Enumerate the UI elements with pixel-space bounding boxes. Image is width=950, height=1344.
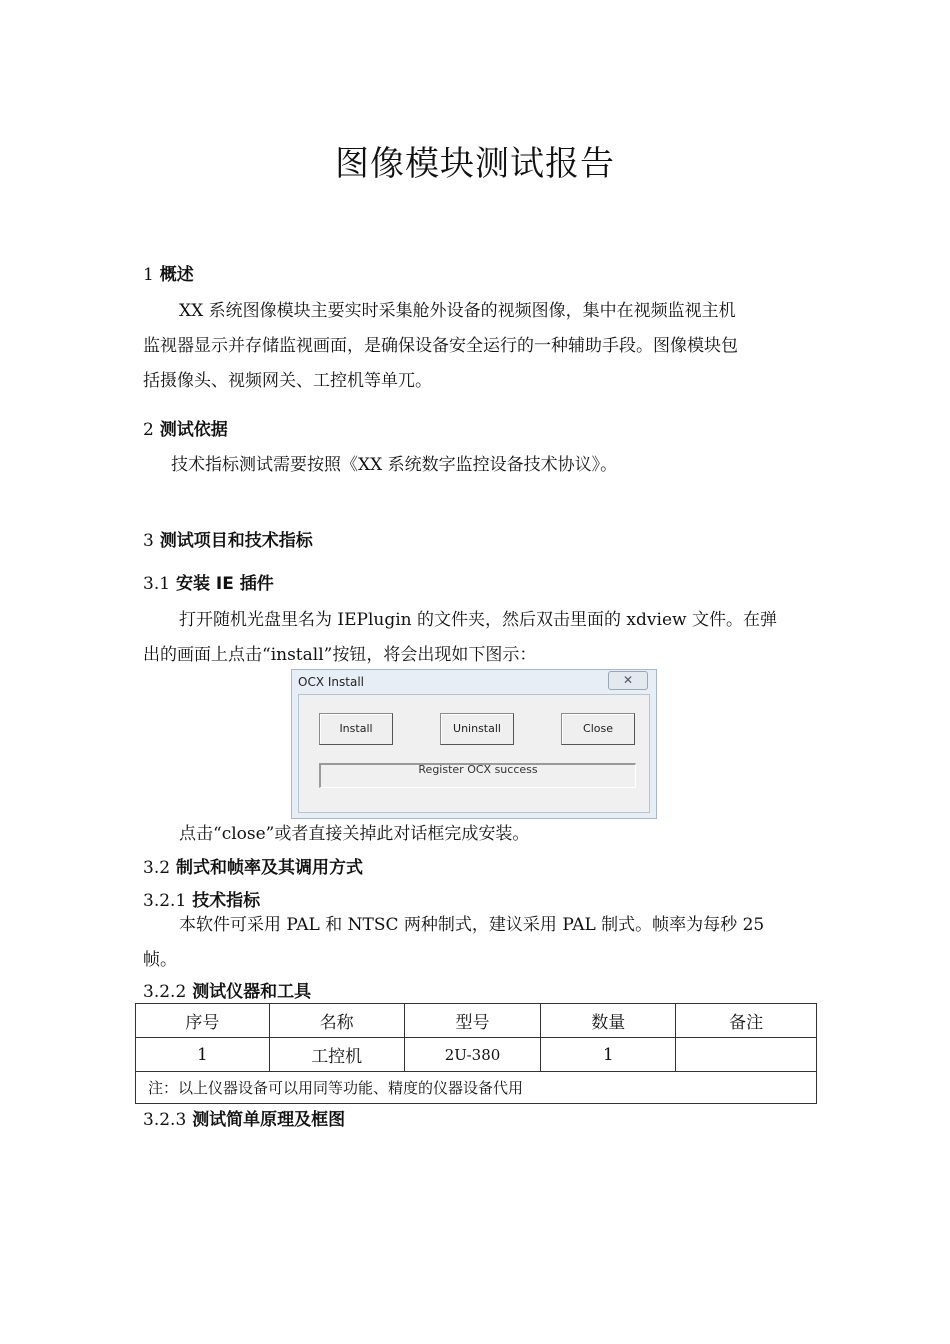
table-header-cell: 数量 <box>541 1004 676 1038</box>
section-3-heading: 3 测试项目和技术指标 <box>143 531 313 551</box>
dialog-close-icon[interactable]: ✕ <box>608 671 648 690</box>
section-3-1-body: 打开随机光盘里名为 IEPlugin 的文件夹，然后双击里面的 xdview 文件。在弹 出的画面上点击“install”按钮，将会出现如下图示： <box>143 610 777 665</box>
tools-table <box>135 1003 817 1104</box>
table-cell <box>676 1038 817 1072</box>
table-header-cell: 型号 <box>404 1004 541 1038</box>
status-field: Register OCX success <box>319 763 636 788</box>
table-note: 注：以上仪器设备可以用同等功能、精度的仪器设备代用 <box>136 1072 817 1104</box>
table-row <box>136 1038 817 1072</box>
table-note-row <box>136 1072 817 1104</box>
section-3-2-3-heading: 3.2.3 测试简单原理及框图 <box>143 1110 346 1130</box>
section-2-heading: 2 测试依据 <box>143 420 228 440</box>
table-cell: 工控机 <box>269 1038 404 1072</box>
table-cell: 1 <box>136 1038 270 1072</box>
table-header-cell: 名称 <box>269 1004 404 1038</box>
table-header-cell: 序号 <box>136 1004 270 1038</box>
section-1-heading: 1 概述 <box>143 265 194 285</box>
table-cell: 1 <box>541 1038 676 1072</box>
section-3-2-1-body: 本软件可采用 PAL 和 NTSC 两种制式，建议采用 PAL 制式。帧率为每秒 25 帧。 <box>143 915 765 970</box>
dialog-title: OCX Install <box>298 675 364 689</box>
close-button[interactable]: Close <box>561 713 635 745</box>
table-header-cell: 备注 <box>676 1004 817 1038</box>
section-3-1-after: 点击“close”或者直接关掉此对话框完成安装。 <box>179 824 530 844</box>
section-3-1-heading: 3.1 安装 IE 插件 <box>143 574 274 594</box>
table-cell: 2U-380 <box>404 1038 541 1072</box>
section-3-2-2-heading: 3.2.2 测试仪器和工具 <box>143 982 312 1002</box>
section-2-body: 技术指标测试需要按照《XX 系统数字监控设备技术协议》。 <box>171 455 618 475</box>
table-header-row <box>136 1004 817 1038</box>
section-3-2-heading: 3.2 制式和帧率及其调用方式 <box>143 858 363 878</box>
document-title: 图像模块测试报告 <box>335 144 615 184</box>
section-1-body: XX 系统图像模块主要实时采集舱外设备的视频图像，集中在视频监视主机 监视器显示并存储监视画面，是确保设备安全运行的一种辅助手段。图像模块包 括摄像头、视频网关、工控机等单兀。 <box>143 301 738 391</box>
ocx-install-dialog <box>291 669 657 819</box>
install-button[interactable]: Install <box>319 713 393 745</box>
dialog-body <box>298 694 650 813</box>
section-3-2-1-heading: 3.2.1 技术指标 <box>143 891 261 911</box>
uninstall-button[interactable]: Uninstall <box>440 713 514 745</box>
